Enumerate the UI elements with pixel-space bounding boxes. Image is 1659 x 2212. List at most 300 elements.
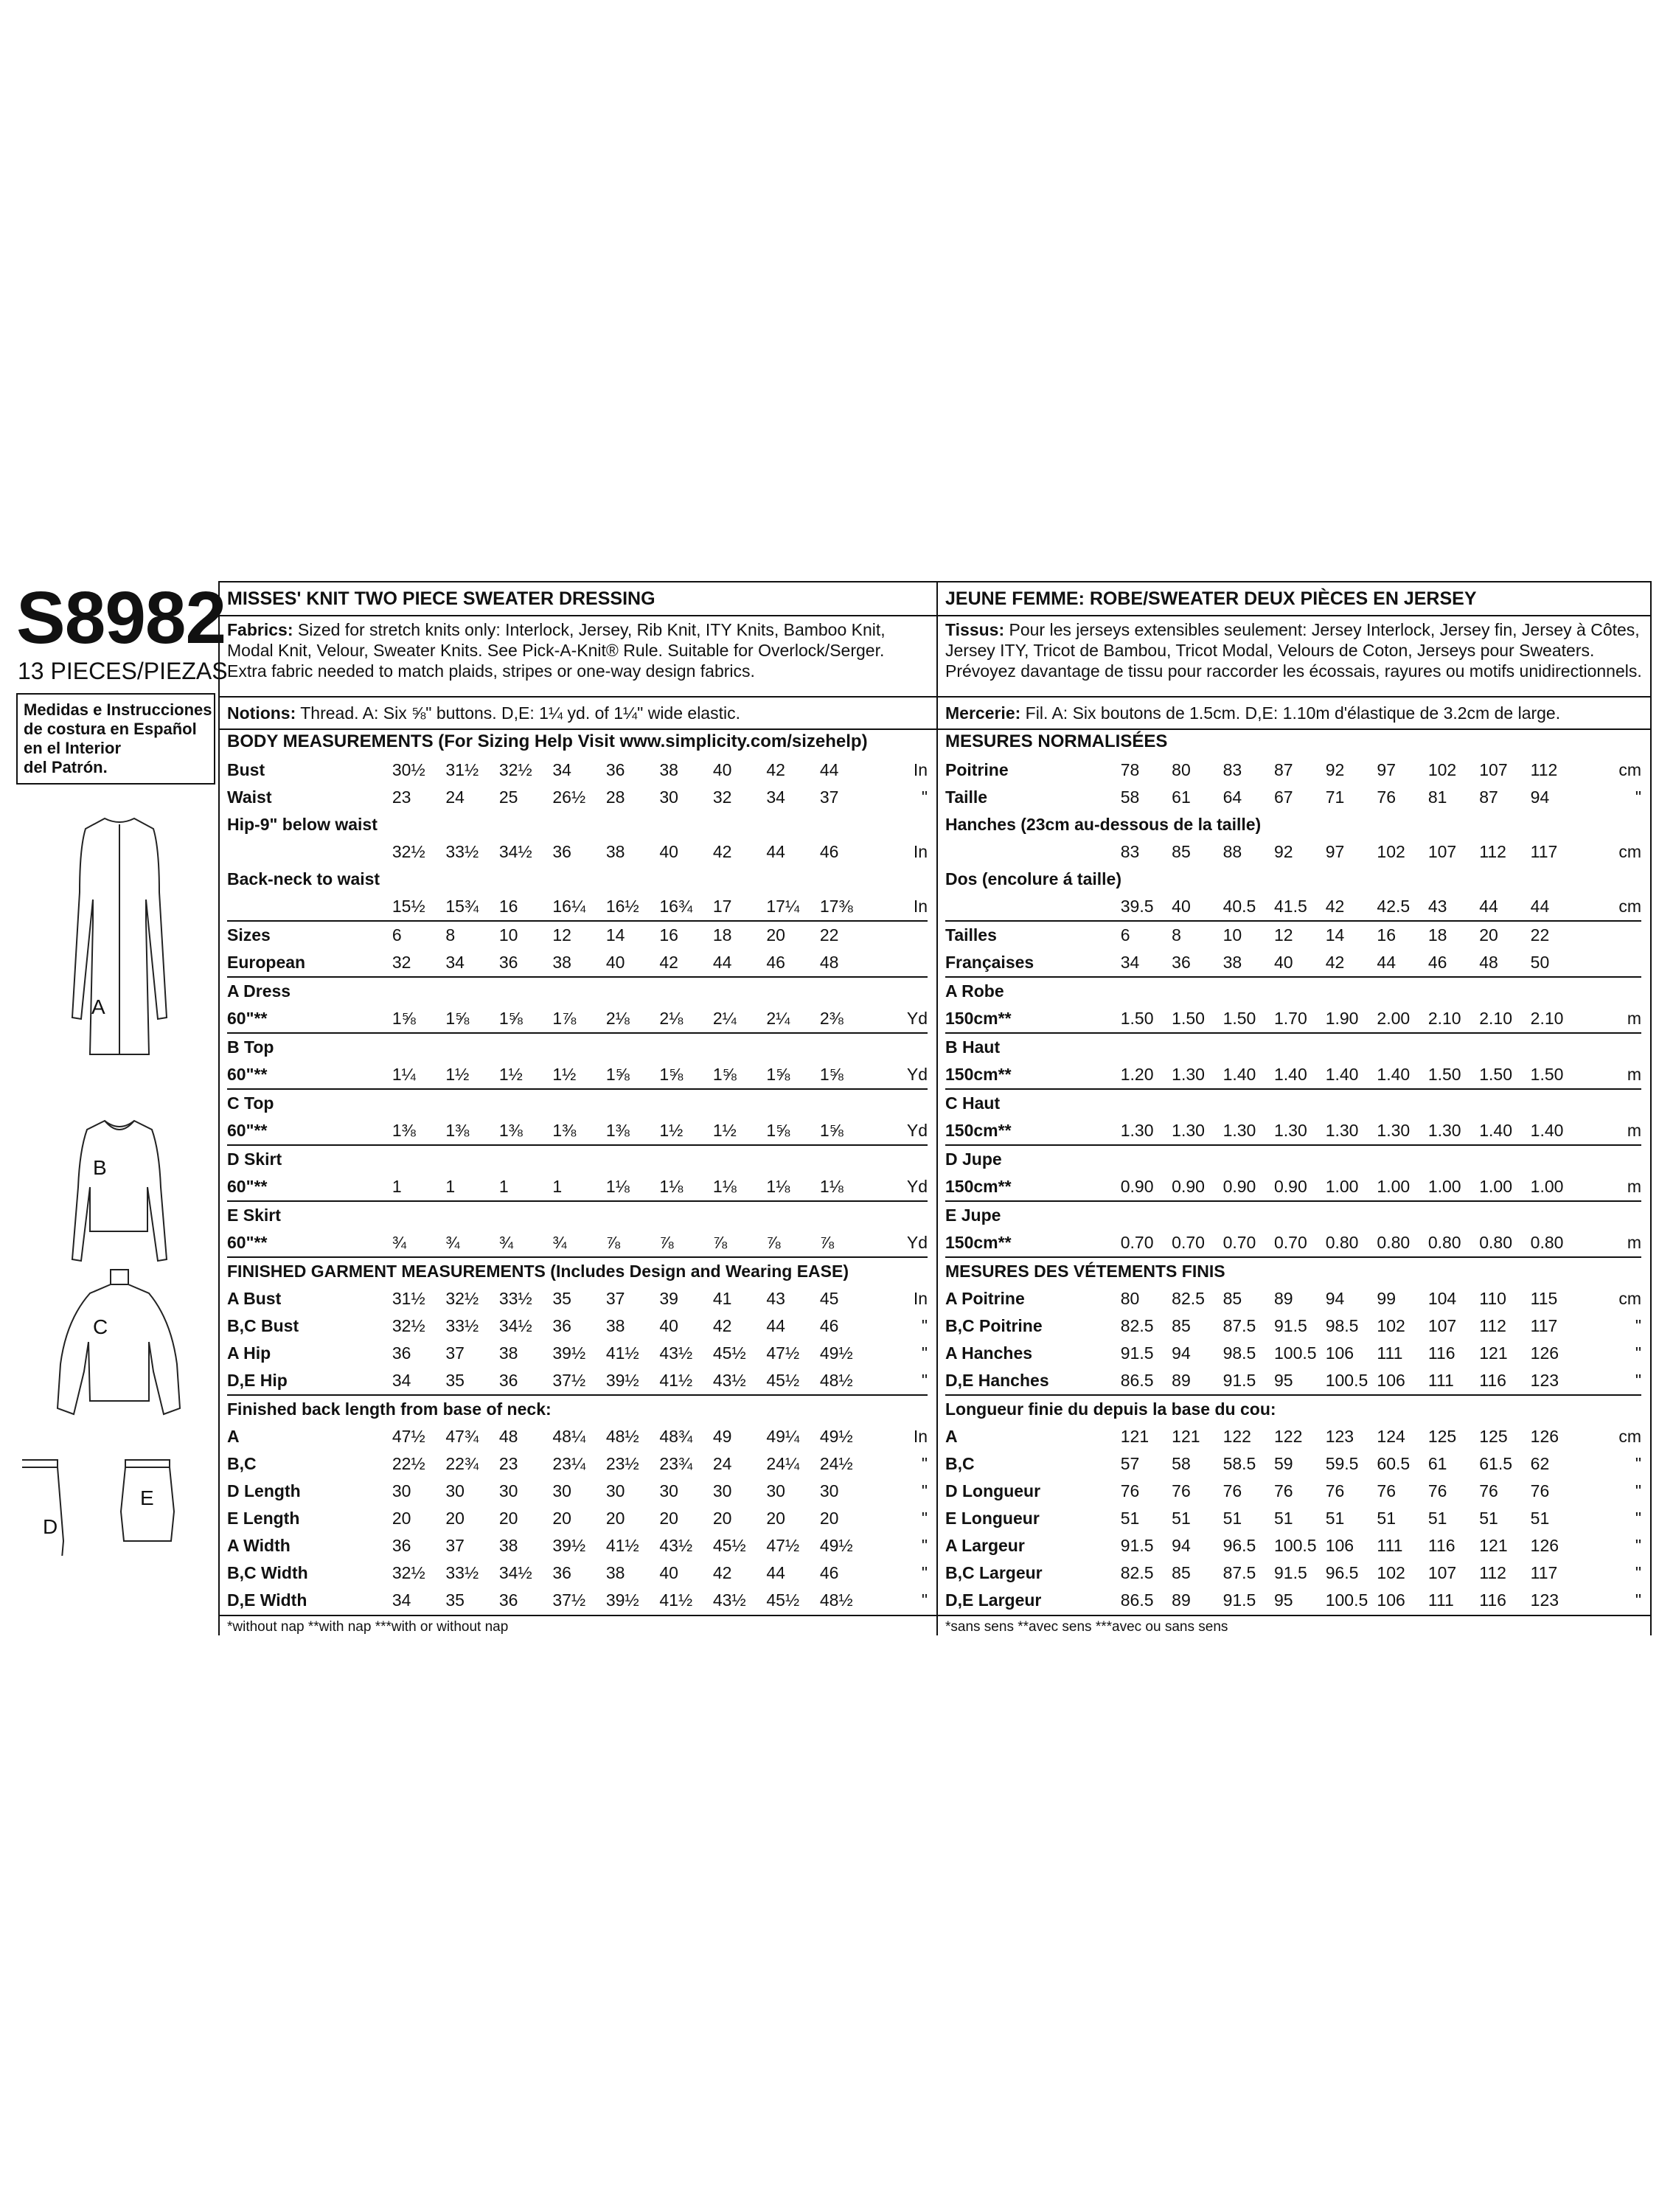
cell-value: 38 xyxy=(498,1536,518,1555)
table-row xyxy=(227,1285,928,1312)
cell-value: 111 xyxy=(1377,1343,1403,1363)
yardage-row xyxy=(945,1117,1641,1145)
cell-value: 59.5 xyxy=(1325,1454,1359,1473)
unit-cell: cm xyxy=(1618,1289,1641,1308)
cell-value: 2.10 xyxy=(1530,1009,1564,1028)
cell-value: 43 xyxy=(766,1289,785,1308)
unit-cell: In xyxy=(913,1289,928,1308)
table-row xyxy=(945,757,1641,784)
cell-value: 23 xyxy=(498,1454,518,1473)
cell-value: 20 xyxy=(659,1509,678,1528)
view-label-e: E xyxy=(140,1486,154,1509)
row-label: B,C xyxy=(227,1454,257,1473)
cell-value: 15½ xyxy=(392,897,425,916)
cell-value: 40 xyxy=(659,842,678,861)
row-label: D Longueur xyxy=(945,1481,1041,1500)
cell-value: 51 xyxy=(1530,1509,1550,1528)
cell-value: 116 xyxy=(1479,1590,1506,1610)
yardage-row xyxy=(945,1005,1641,1033)
cell-value: 88 xyxy=(1222,842,1242,861)
table-row xyxy=(227,1367,928,1395)
cell-value: 61 xyxy=(1427,1454,1447,1473)
view-label-c: C xyxy=(93,1315,108,1338)
cell-value: 49½ xyxy=(819,1536,853,1555)
cell-value: 1.40 xyxy=(1222,1065,1256,1084)
cell-value: 45½ xyxy=(712,1343,746,1363)
cell-value: 24 xyxy=(712,1454,732,1473)
cell-value: 87 xyxy=(1274,760,1293,779)
cell-value: 24¼ xyxy=(766,1454,800,1473)
table-row xyxy=(227,1423,928,1450)
cell-value: 30 xyxy=(712,1481,732,1500)
row-label: D,E Hanches xyxy=(945,1371,1049,1390)
cell-value: 20 xyxy=(445,1509,465,1528)
row-label: C Top xyxy=(227,1089,928,1117)
measurements-table xyxy=(227,757,928,1614)
table-row xyxy=(227,838,928,866)
cell-value: 89 xyxy=(1172,1371,1191,1390)
view-a-dress-drawing xyxy=(72,818,167,1054)
cell-value: 32 xyxy=(392,953,411,972)
cell-value: 1 xyxy=(392,1177,402,1196)
cell-value: 48 xyxy=(1479,953,1498,972)
cell-value: 1⅛ xyxy=(605,1177,630,1196)
cell-value: 111 xyxy=(1377,1536,1403,1555)
yardage-row xyxy=(945,1229,1641,1257)
cell-value: 0.80 xyxy=(1427,1233,1461,1252)
cell-value: 10 xyxy=(1223,921,1274,949)
cell-value: 34 xyxy=(1120,953,1140,972)
cell-value: 1⅝ xyxy=(392,1009,416,1028)
cell-value: 94 xyxy=(1530,787,1550,807)
notions-value: Fil. A: Six boutons de 1.5cm. D,E: 1.10m d'élastique de 3.2cm de large. xyxy=(1025,703,1561,723)
cell-value: 1.90 xyxy=(1325,1009,1359,1028)
cell-value: 1½ xyxy=(445,1065,470,1084)
table-row xyxy=(945,1587,1641,1614)
cell-value: 44 xyxy=(712,953,732,972)
yardage-view-row xyxy=(227,1033,928,1061)
cell-value: 37½ xyxy=(552,1371,586,1390)
cell-value: 51 xyxy=(1274,1509,1293,1528)
cell-value: 76 xyxy=(1530,1481,1550,1500)
cell-value: 44 xyxy=(1479,897,1498,916)
cell-value: 40 xyxy=(712,760,732,779)
yardage-row xyxy=(227,1005,928,1033)
column-divider xyxy=(1650,581,1652,1635)
body-measurements-title: BODY MEASUREMENTS (For Sizing Help Visit www.simplicity.com/sizehelp) xyxy=(227,731,868,751)
fabrics-line-text: Prévoyez davantage de tissu pour raccorder les écossais, rayures ou motifs unidirectionnels. xyxy=(945,661,1642,681)
rule xyxy=(936,581,1650,582)
cell-value: 106 xyxy=(1377,1371,1405,1390)
unit-cell: Yd xyxy=(906,1121,928,1140)
cell-value: 1½ xyxy=(552,1065,577,1084)
cell-value: 33½ xyxy=(445,842,479,861)
unit-cell: In xyxy=(913,897,928,916)
cell-value: 100.5 xyxy=(1325,1590,1368,1610)
cell-value: 12 xyxy=(552,921,606,949)
cell-value: 80 xyxy=(1120,1289,1140,1308)
cell-value: 32½ xyxy=(392,842,425,861)
cell-value: 1⅝ xyxy=(659,1065,684,1084)
cell-value: 30 xyxy=(766,1481,785,1500)
row-label: A xyxy=(945,1427,958,1446)
row-label: 60"** xyxy=(227,1065,268,1084)
unit-cell: " xyxy=(1635,787,1641,807)
row-label: 60"** xyxy=(227,1177,268,1196)
row-label: E Skirt xyxy=(227,1201,928,1229)
cell-value: 32½ xyxy=(445,1289,479,1308)
row-label: E Longueur xyxy=(945,1509,1040,1528)
table-row xyxy=(227,1312,928,1340)
cell-value: 1½ xyxy=(712,1121,737,1140)
row-label: 60"** xyxy=(227,1121,268,1140)
cell-value: 100.5 xyxy=(1274,1536,1317,1555)
cell-value: 123 xyxy=(1530,1371,1559,1390)
cell-value: 1⅝ xyxy=(445,1009,470,1028)
row-label: A xyxy=(227,1427,240,1446)
cell-value: 24½ xyxy=(819,1454,853,1473)
table-row xyxy=(227,949,928,977)
cell-value: 51 xyxy=(1479,1509,1498,1528)
table-row xyxy=(945,1340,1641,1367)
cell-value: 17⅜ xyxy=(819,897,853,916)
cell-value: 36 xyxy=(392,1536,411,1555)
cell-value: 44 xyxy=(766,1316,785,1335)
cell-value: 30 xyxy=(605,1481,625,1500)
cell-value: 1.30 xyxy=(1325,1121,1359,1140)
cell-value: 2⅛ xyxy=(605,1009,630,1028)
back-length-title-row xyxy=(945,1395,1641,1423)
row-label: Finished back length from base of neck: xyxy=(227,1395,928,1423)
cell-value: 38 xyxy=(1222,953,1242,972)
cell-value: 116 xyxy=(1479,1371,1506,1390)
unit-cell: " xyxy=(921,787,928,807)
fabrics-line xyxy=(227,640,886,661)
cell-value: 2.10 xyxy=(1427,1009,1461,1028)
cell-value: 34 xyxy=(766,787,785,807)
fabrics-label: Tissus: xyxy=(945,620,1005,639)
table-row xyxy=(945,1450,1641,1478)
body-measurements-title: MESURES NORMALISÉES xyxy=(945,731,1168,751)
cell-value: 97 xyxy=(1325,842,1345,861)
cell-value: 44 xyxy=(766,1563,785,1582)
unit-cell: cm xyxy=(1618,760,1641,779)
cell-value: 0.90 xyxy=(1274,1177,1307,1196)
cell-value: 1⅛ xyxy=(712,1177,737,1196)
unit-cell: " xyxy=(1635,1590,1641,1610)
cell-value: 98.5 xyxy=(1222,1343,1256,1363)
cell-value: 16¼ xyxy=(552,897,586,916)
cell-value: 1.40 xyxy=(1530,1121,1564,1140)
cell-value: 71 xyxy=(1325,787,1345,807)
cell-value: 22 xyxy=(1531,921,1601,949)
cell-value: 28 xyxy=(605,787,625,807)
row-label: B Haut xyxy=(945,1033,1641,1061)
unit-cell: Yd xyxy=(906,1009,928,1028)
cell-value: 94 xyxy=(1325,1289,1345,1308)
cell-value: 14 xyxy=(606,921,660,949)
cell-value: 1.30 xyxy=(1377,1121,1411,1140)
row-label: 150cm** xyxy=(945,1233,1012,1252)
fabrics-line xyxy=(945,619,1642,640)
unit-cell: In xyxy=(913,1427,928,1446)
table-row xyxy=(227,757,928,784)
cell-value: 1½ xyxy=(498,1065,523,1084)
cell-value: 1.20 xyxy=(1120,1065,1154,1084)
cell-value: 122 xyxy=(1274,1427,1303,1446)
cell-value: 91.5 xyxy=(1222,1590,1256,1610)
row-label: Tailles xyxy=(945,921,1121,949)
cell-value: 51 xyxy=(1172,1509,1191,1528)
section-title: JEUNE FEMME: ROBE/SWEATER DEUX PIÈCES EN JERSEY xyxy=(945,588,1477,609)
cell-value: 1⅛ xyxy=(766,1177,790,1196)
unit-cell xyxy=(1601,949,1642,977)
cell-value: 30½ xyxy=(392,760,425,779)
fabrics-line-text: Pour les jerseys extensibles seulement: Jersey Interlock, Jersey fin, Jersey à Côtes, xyxy=(1009,620,1640,639)
cell-value: 107 xyxy=(1427,842,1457,861)
cell-value: ¾ xyxy=(445,1233,460,1252)
cell-value: 20 xyxy=(552,1509,571,1528)
cell-value: 30 xyxy=(819,1481,839,1500)
row-label: European xyxy=(227,953,306,972)
row-label: 150cm** xyxy=(945,1065,1012,1084)
rule xyxy=(936,696,1650,698)
fabrics-line-text: Modal Knit, Velour, Sweater Knits. See Pick-A-Knit® Rule. Suitable for Overlock/Serger. xyxy=(227,641,885,660)
cell-value: 58 xyxy=(1172,1454,1191,1473)
cell-value: 1.50 xyxy=(1479,1065,1513,1084)
cell-value: 61 xyxy=(1172,787,1191,807)
cell-value: 36 xyxy=(392,1343,411,1363)
cell-value: 14 xyxy=(1326,921,1377,949)
cell-value: 126 xyxy=(1530,1536,1559,1555)
cell-value: 80 xyxy=(1172,760,1191,779)
cell-value: 96.5 xyxy=(1325,1563,1359,1582)
cell-value: 36 xyxy=(552,1316,571,1335)
unit-cell: m xyxy=(1627,1009,1641,1028)
cell-value: 107 xyxy=(1427,1316,1457,1335)
cell-value: 38 xyxy=(605,842,625,861)
cell-value: 92 xyxy=(1274,842,1293,861)
cell-value: 61.5 xyxy=(1479,1454,1513,1473)
yardage-view-row xyxy=(227,1201,928,1229)
cell-value: ¾ xyxy=(552,1233,567,1252)
row-label: A Width xyxy=(227,1536,291,1555)
spanish-line: de costura en Español xyxy=(24,720,197,738)
cell-value: 43 xyxy=(1427,897,1447,916)
unit-cell: cm xyxy=(1618,897,1641,916)
cell-value: 39½ xyxy=(605,1590,639,1610)
yardage-view-row xyxy=(945,1145,1641,1173)
cell-value: 40 xyxy=(1172,897,1191,916)
fabrics-line-text: Extra fabric needed to match plaids, stripes or one-way design fabrics. xyxy=(227,661,755,681)
row-label: Back-neck to waist xyxy=(227,869,380,888)
cell-value: 20 xyxy=(766,921,820,949)
unit-cell xyxy=(891,949,928,977)
table-row xyxy=(945,866,1641,893)
notions-text xyxy=(227,703,740,723)
cell-value: 1⅝ xyxy=(766,1065,790,1084)
cell-value: ¾ xyxy=(498,1233,514,1252)
cell-value: 38 xyxy=(605,1563,625,1582)
unit-cell: " xyxy=(1635,1454,1641,1473)
cell-value: 51 xyxy=(1377,1509,1396,1528)
row-label xyxy=(945,893,1121,921)
pattern-number: S8982 xyxy=(16,577,226,659)
cell-value: 1½ xyxy=(659,1121,684,1140)
cell-value: 1.30 xyxy=(1120,1121,1154,1140)
cell-value: 95 xyxy=(1274,1590,1293,1610)
cell-value: 33½ xyxy=(445,1563,479,1582)
yardage-row xyxy=(227,1229,928,1257)
cell-value: 12 xyxy=(1274,921,1326,949)
cell-value: 1⅜ xyxy=(552,1121,577,1140)
footnote: *without nap **with nap ***with or without nap xyxy=(227,1619,509,1635)
cell-value: 0.80 xyxy=(1377,1233,1411,1252)
cell-value: 36 xyxy=(1172,953,1191,972)
cell-value: 45 xyxy=(819,1289,839,1308)
cell-value: 86.5 xyxy=(1120,1590,1154,1610)
cell-value: 83 xyxy=(1120,842,1140,861)
row-label: Waist xyxy=(227,787,272,807)
row-label xyxy=(227,893,392,921)
cell-value: 85 xyxy=(1222,1289,1242,1308)
unit-cell: Yd xyxy=(906,1233,928,1252)
unit-cell: " xyxy=(921,1563,928,1582)
cell-value: 40 xyxy=(659,1563,678,1582)
cell-value: 87 xyxy=(1479,787,1498,807)
cell-value: 50 xyxy=(1530,953,1550,972)
cell-value: 41½ xyxy=(659,1371,693,1390)
cell-value: 44 xyxy=(766,842,785,861)
unit-cell: " xyxy=(1635,1371,1641,1390)
cell-value: 44 xyxy=(819,760,839,779)
cell-value: 0.90 xyxy=(1172,1177,1205,1196)
cell-value: 35 xyxy=(445,1371,465,1390)
cell-value: 34½ xyxy=(498,842,532,861)
cell-value: 89 xyxy=(1172,1590,1191,1610)
cell-value: 1¼ xyxy=(392,1065,416,1084)
cell-value: 2.10 xyxy=(1479,1009,1513,1028)
cell-value: 117 xyxy=(1530,842,1558,861)
cell-value: 94 xyxy=(1172,1536,1191,1555)
cell-value: 18 xyxy=(1428,921,1479,949)
cell-value: 46 xyxy=(819,842,839,861)
rule xyxy=(218,615,936,616)
rule xyxy=(218,581,936,582)
cell-value: 111 xyxy=(1427,1371,1454,1390)
cell-value: 23¾ xyxy=(659,1454,693,1473)
cell-value: 76 xyxy=(1427,1481,1447,1500)
unit-cell: " xyxy=(1635,1509,1641,1528)
cell-value: 46 xyxy=(766,953,785,972)
cell-value: 1⅛ xyxy=(819,1177,844,1196)
cell-value: 38 xyxy=(659,760,678,779)
table-row xyxy=(945,1532,1641,1559)
cell-value: 48¼ xyxy=(552,1427,586,1446)
cell-value: 106 xyxy=(1325,1536,1354,1555)
yardage-view-row xyxy=(945,977,1641,1005)
cell-value: 58.5 xyxy=(1222,1454,1256,1473)
cell-value: 76 xyxy=(1377,787,1396,807)
unit-cell: " xyxy=(1635,1536,1641,1555)
cell-value: 1⅜ xyxy=(605,1121,630,1140)
cell-value: 30 xyxy=(445,1481,465,1500)
fabrics-line xyxy=(227,661,886,681)
cell-value: 106 xyxy=(1377,1590,1405,1610)
row-label: D Jupe xyxy=(945,1145,1641,1173)
cell-value: 51 xyxy=(1222,1509,1242,1528)
cell-value: 0.80 xyxy=(1479,1233,1513,1252)
cell-value: 1.40 xyxy=(1274,1065,1307,1084)
cell-value: 41 xyxy=(712,1289,732,1308)
cell-value: 85 xyxy=(1172,1563,1191,1582)
unit-cell: m xyxy=(1627,1233,1641,1252)
unit-cell: " xyxy=(1635,1316,1641,1335)
cell-value: 102 xyxy=(1377,1316,1405,1335)
cell-value: 30 xyxy=(392,1481,411,1500)
cell-value: 20 xyxy=(605,1509,625,1528)
cell-value: 64 xyxy=(1222,787,1242,807)
row-label: B,C xyxy=(945,1454,975,1473)
cell-value: 42 xyxy=(766,760,785,779)
cell-value: 2.00 xyxy=(1377,1009,1411,1028)
cell-value: 126 xyxy=(1530,1427,1559,1446)
cell-value: 1.30 xyxy=(1274,1121,1307,1140)
spanish-line: Medidas e Instrucciones xyxy=(24,700,212,719)
unit-cell xyxy=(891,921,928,949)
cell-value: 34 xyxy=(392,1371,411,1390)
cell-value: 46 xyxy=(819,1563,839,1582)
cell-value: 20 xyxy=(1479,921,1530,949)
rule xyxy=(218,1615,936,1616)
unit-cell: In xyxy=(913,842,928,861)
table-row xyxy=(227,1505,928,1532)
unit-cell: " xyxy=(1635,1343,1641,1363)
cell-value: 38 xyxy=(605,1316,625,1335)
cell-value: 42.5 xyxy=(1377,897,1411,916)
row-label: E Length xyxy=(227,1509,300,1528)
table-row xyxy=(227,811,928,838)
unit-cell: cm xyxy=(1618,842,1641,861)
cell-value: 121 xyxy=(1172,1427,1200,1446)
table-row xyxy=(227,1532,928,1559)
cell-value: 23½ xyxy=(605,1454,639,1473)
cell-value: 25 xyxy=(498,787,518,807)
cell-value: 47½ xyxy=(766,1536,800,1555)
table-row xyxy=(945,921,1641,949)
cell-value: ⅞ xyxy=(712,1233,728,1252)
cell-value: 92 xyxy=(1325,760,1345,779)
cell-value: 38 xyxy=(498,1343,518,1363)
table-row xyxy=(227,784,928,811)
cell-value: 0.70 xyxy=(1172,1233,1205,1252)
cell-value: 43½ xyxy=(659,1343,693,1363)
cell-value: ⅞ xyxy=(819,1233,835,1252)
cell-value: 96.5 xyxy=(1222,1536,1256,1555)
section-title: MISSES' KNIT TWO PIECE SWEATER DRESSING xyxy=(227,588,655,609)
cell-value: 44 xyxy=(1377,953,1396,972)
cell-value: 32 xyxy=(712,787,732,807)
cell-value: 8 xyxy=(1172,921,1222,949)
cell-value: 37 xyxy=(605,1289,625,1308)
cell-value: 1.00 xyxy=(1479,1177,1513,1196)
cell-value: 91.5 xyxy=(1120,1536,1154,1555)
cell-value: 1.30 xyxy=(1172,1065,1205,1084)
cell-value: 37 xyxy=(819,787,839,807)
cell-value: 112 xyxy=(1530,760,1558,779)
row-label: A Bust xyxy=(227,1289,282,1308)
notions-text xyxy=(945,703,1560,723)
